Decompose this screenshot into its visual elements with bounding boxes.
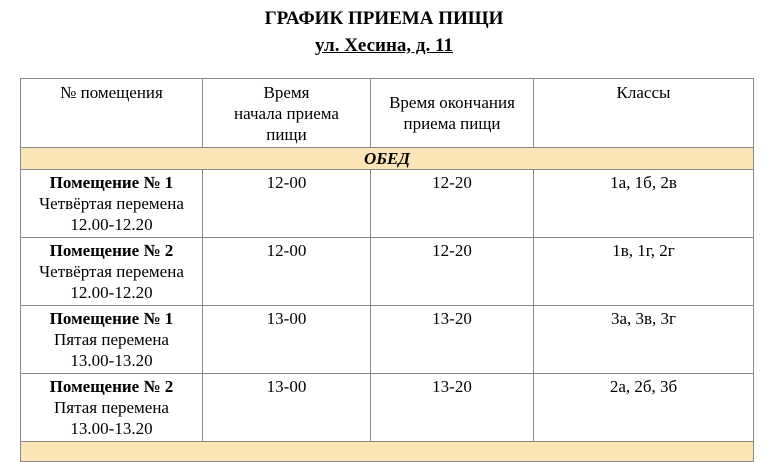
room-cell xyxy=(21,238,203,306)
page-title: ГРАФИК ПРИЕМА ПИЩИ xyxy=(264,8,504,29)
header-end-time: Время окончания приема пищи xyxy=(371,79,534,148)
start-time-cell: 12-00 xyxy=(203,170,371,238)
meal-schedule-table xyxy=(20,78,754,462)
room-name: Помещение № 1 xyxy=(49,309,174,328)
end-time-cell: 12-20 xyxy=(371,238,534,306)
classes-cell: 1в, 1г, 2г xyxy=(534,238,754,306)
room-name: Помещение № 2 xyxy=(49,377,174,396)
header-classes: Классы xyxy=(534,79,754,148)
section-label: ОБЕД xyxy=(21,148,754,170)
break-name: Пятая перемена xyxy=(54,398,169,417)
start-time-cell: 12-00 xyxy=(203,238,371,306)
classes-cell: 2а, 2б, 3б xyxy=(534,374,754,442)
section-row xyxy=(21,148,754,170)
break-name: Четвёртая перемена xyxy=(39,194,184,213)
address-subtitle xyxy=(0,35,768,56)
table-row xyxy=(21,238,754,306)
classes-cell: 3а, 3в, 3г xyxy=(534,306,754,374)
header-row xyxy=(21,79,754,148)
table-row xyxy=(21,374,754,442)
room-cell xyxy=(21,374,203,442)
room-cell xyxy=(21,170,203,238)
end-time-cell: 13-20 xyxy=(371,374,534,442)
break-period: 12.00-12.20 xyxy=(70,215,153,234)
break-period: 13.00-13.20 xyxy=(70,351,153,370)
header-start-time: Время начала приема пищи xyxy=(203,79,371,148)
break-period: 12.00-12.20 xyxy=(70,283,153,302)
footer-row xyxy=(21,442,754,462)
start-time-cell: 13-00 xyxy=(203,306,371,374)
room-cell xyxy=(21,306,203,374)
header-room: № помещения xyxy=(21,79,203,148)
table-row xyxy=(21,306,754,374)
start-time-cell: 13-00 xyxy=(203,374,371,442)
break-name: Пятая перемена xyxy=(54,330,169,349)
room-name: Помещение № 2 xyxy=(49,241,174,260)
end-time-cell: 12-20 xyxy=(371,170,534,238)
footer-cell xyxy=(21,442,754,462)
end-time-cell: 13-20 xyxy=(371,306,534,374)
break-name: Четвёртая перемена xyxy=(39,262,184,281)
classes-cell: 1а, 1б, 2в xyxy=(534,170,754,238)
table-row xyxy=(21,170,754,238)
room-name: Помещение № 1 xyxy=(49,173,174,192)
break-period: 13.00-13.20 xyxy=(70,419,153,438)
address-text: ул. Хесина, д. 11 xyxy=(315,35,453,56)
